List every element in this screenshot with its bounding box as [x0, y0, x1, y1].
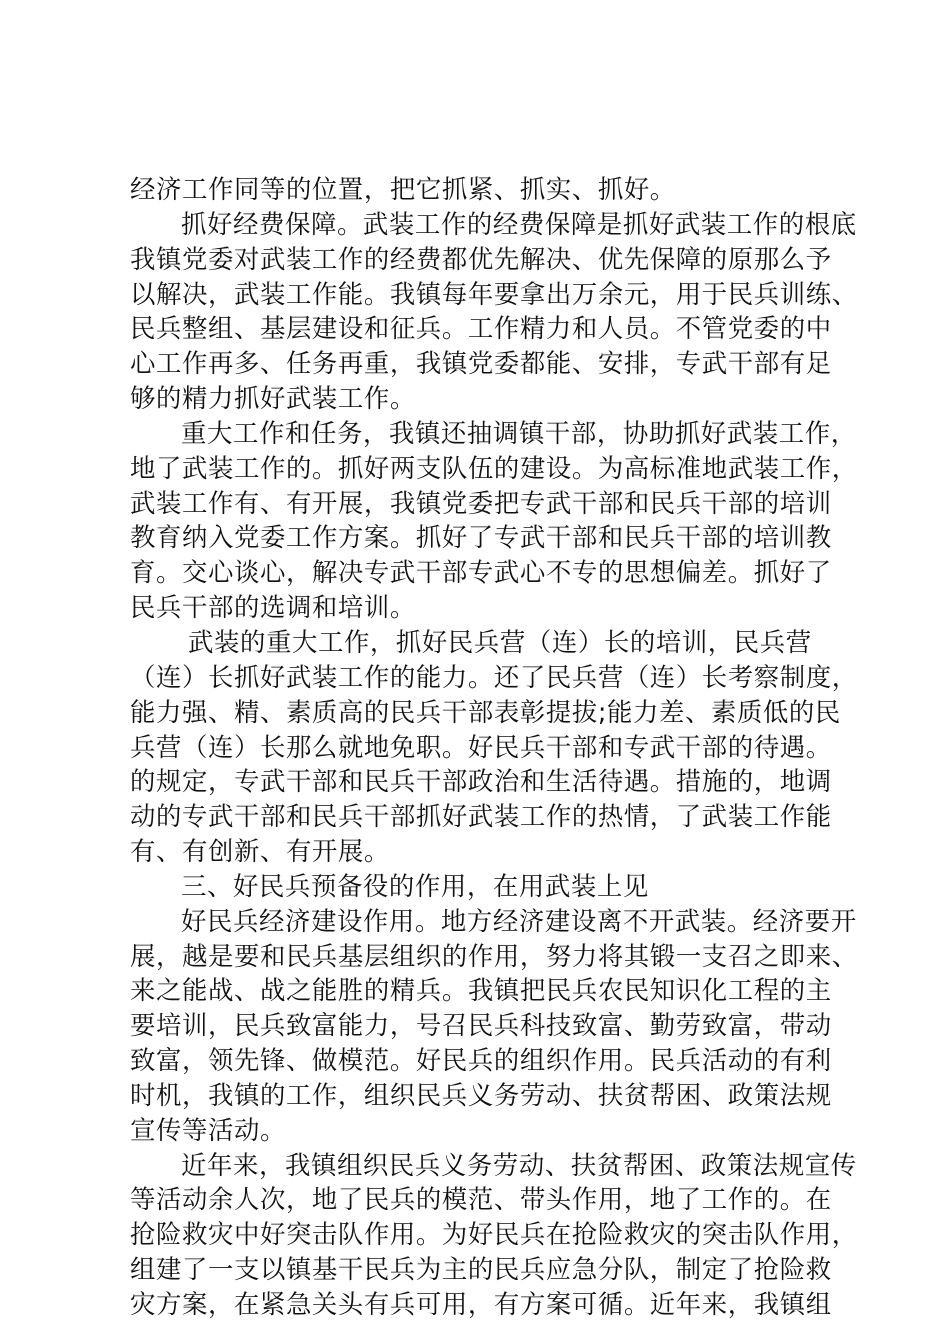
text-line: 以解决，武装工作能。我镇每年要拿出万余元，用于民兵训练、: [130, 278, 858, 309]
paragraph-start-line: 重大工作和任务，我镇还抽调镇干部，协助抓好武装工作，: [181, 417, 857, 448]
text-line: 来之能战、战之能胜的精兵。我镇把民兵农民知识化工程的主: [130, 975, 832, 1006]
text-line: 灾方案，在紧急关头有兵可用，有方案可循。近年来，我镇组: [130, 1289, 832, 1319]
text-line: 能力强、精、素质高的民兵干部表彰提拔;能力差、素质低的民: [130, 696, 841, 727]
text-line: 民兵干部的选调和培训。: [130, 592, 416, 623]
text-line: 地了武装工作的。抓好两支队伍的建设。为高标准地武装工作，: [130, 452, 858, 483]
text-line: 等活动余人次，地了民兵的模范、带头作用，地了工作的。在: [130, 1184, 832, 1215]
text-line: 够的精力抓好武装工作。: [130, 383, 416, 414]
text-line: 组建了一支以镇基干民兵为主的民兵应急分队，制定了抢险救: [130, 1254, 832, 1285]
text-line: 育。交心谈心，解决专武干部专武心不专的思想偏差。抓好了: [130, 557, 832, 588]
paragraph-start-line: 好民兵经济建设作用。地方经济建设离不开武装。经济要开: [181, 905, 857, 936]
text-line: 宣传等活动。: [130, 1114, 286, 1145]
text-line: 心工作再多、任务再重，我镇党委都能、安排，专武干部有足: [130, 348, 832, 379]
text-line: 要培训，民兵致富能力，号召民兵科技致富、勤劳致富，带动: [130, 1010, 832, 1041]
text-line: 民兵整组、基层建设和征兵。工作精力和人员。不管党委的中: [130, 313, 832, 344]
text-line: 武装工作有、有开展，我镇党委把专武干部和民兵干部的培训: [130, 487, 832, 518]
text-line: 展，越是要和民兵基层组织的作用，努力将其锻一支召之即来、: [130, 940, 858, 971]
text-line: （连）长抓好武装工作的能力。还了民兵营（连）长考察制度，: [130, 661, 858, 692]
text-line: 动的专武干部和民兵干部抓好武装工作的热情，了武装工作能: [130, 801, 832, 832]
text-line: 我镇党委对武装工作的经费都优先解决、优先保障的原那么予: [130, 243, 832, 274]
text-line: 抢险救灾中好突击队作用。为好民兵在抢险救灾的突击队作用，: [130, 1219, 858, 1250]
text-line: 的规定，专武干部和民兵干部政治和生活待遇。措施的，地调: [130, 766, 832, 797]
text-line: 时机，我镇的工作，组织民兵义务劳动、扶贫帮困、政策法规: [130, 1079, 832, 1110]
paragraph-start-line: 近年来，我镇组织民兵义务劳动、扶贫帮困、政策法规宣传: [181, 1149, 857, 1180]
text-line: 致富，领先锋、做模范。好民兵的组织作用。民兵活动的有利: [130, 1045, 832, 1076]
text-line: 兵营（连）长那么就地免职。好民兵干部和专武干部的待遇。: [130, 731, 832, 762]
section-heading: 三、好民兵预备役的作用，在用武装上见: [181, 870, 649, 901]
paragraph-start-line: 武装的重大工作，抓好民兵营（连）长的培训，民兵营: [188, 626, 812, 657]
text-line: 经济工作同等的位置，把它抓紧、抓实、抓好。: [130, 174, 676, 204]
paragraph-start-line: 抓好经费保障。武装工作的经费保障是抓好武装工作的根底: [181, 208, 857, 239]
document-page: [130, 172, 858, 1322]
text-line: 有、有创新、有开展。: [130, 836, 390, 867]
text-line: 教育纳入党委工作方案。抓好了专武干部和民兵干部的培训教: [130, 522, 832, 553]
